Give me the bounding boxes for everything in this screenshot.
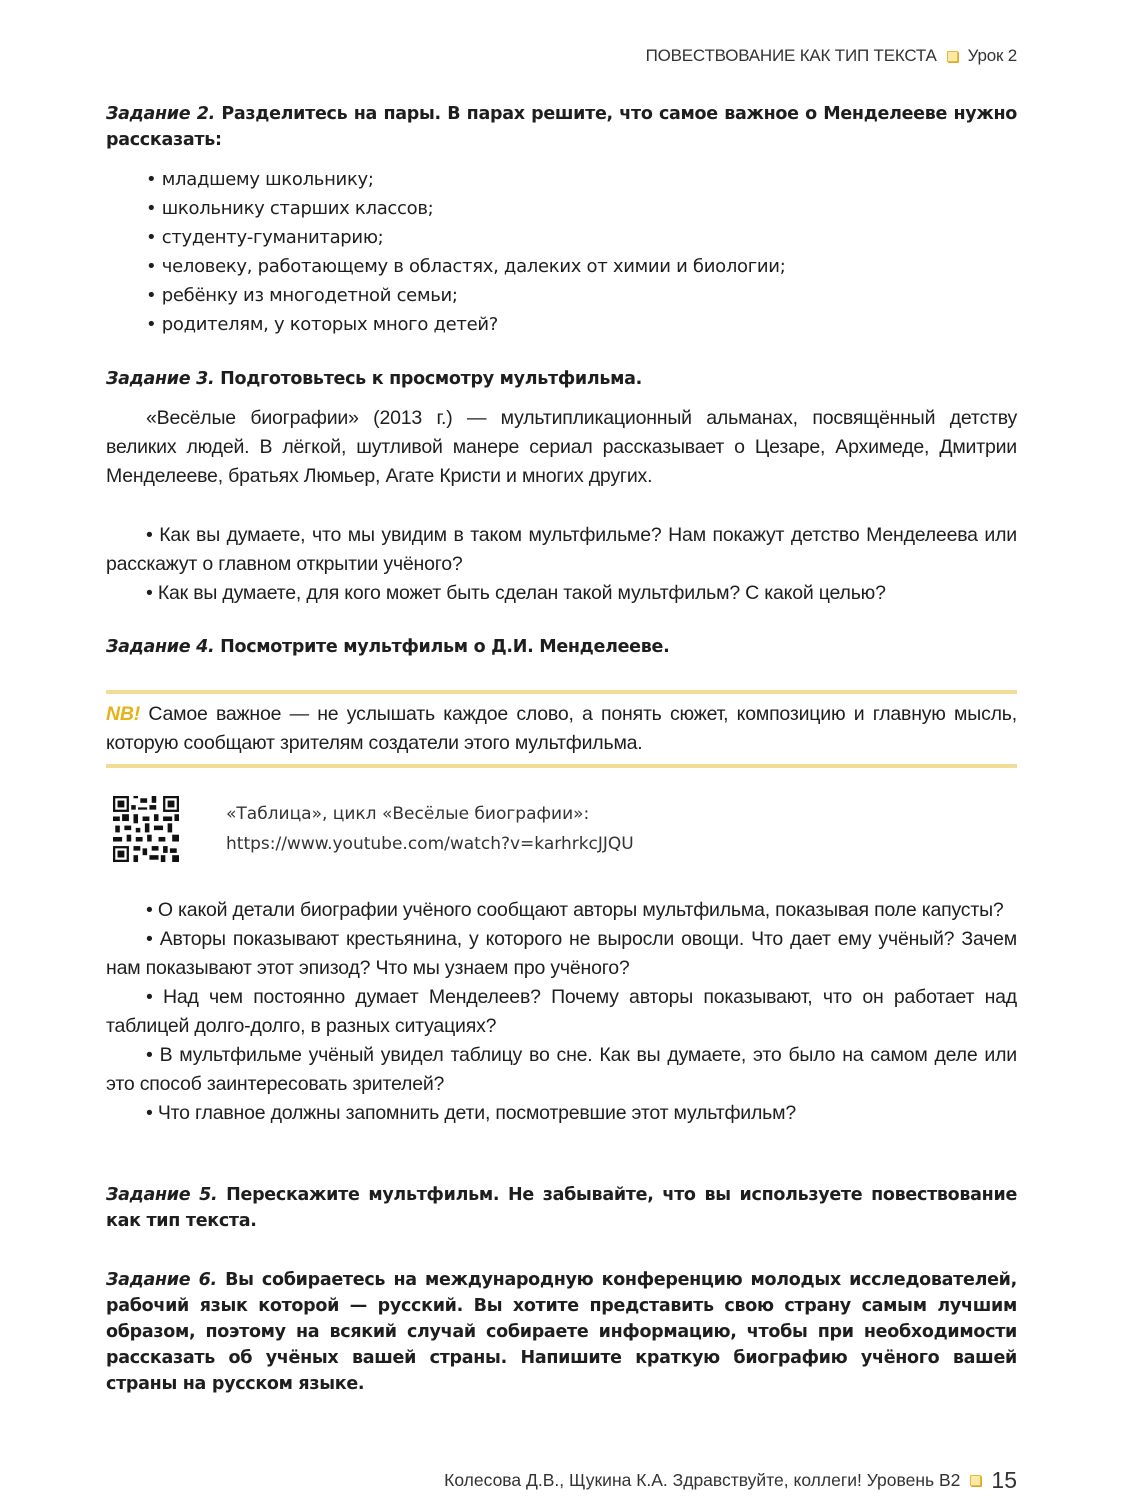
- question: • Как вы думаете, что мы увидим в таком мультфильме? Нам покажут детство Менделеева или расскажут о главном открытии учёного?: [106, 521, 1017, 579]
- intro-paragraph: «Весёлые биографии» (2013 г.) — мультипликационный альманах, посвящённый детству великих людей. В лёгкой, шутливой манере сериал рассказывает о Цезаре, Архимеде, Дмитрии Менделееве, братьях Люмьер, Агате Кристи и многих других.: [106, 407, 1017, 487]
- task-3-heading: [106, 366, 1017, 392]
- task-text: Перескажите мультфильм. Не забывайте, что вы используете повествование как тип текста.: [106, 1185, 1018, 1231]
- question: • Как вы думаете, для кого может быть сделан такой мультфильм? С какой целью?: [106, 579, 1017, 608]
- question: • О какой детали биографии учёного сообщают авторы мультфильма, показывая поле капусты?: [106, 896, 1017, 925]
- square-bullet-icon: [970, 1475, 981, 1486]
- lesson-label: Урок 2: [967, 46, 1017, 65]
- square-bullet-icon: [947, 51, 958, 62]
- viewing-questions: [106, 896, 1017, 1128]
- task-label: Задание 6.: [106, 1270, 217, 1290]
- page-number: 15: [991, 1467, 1017, 1493]
- task-label: Задание 5.: [106, 1185, 218, 1205]
- prep-questions: [106, 521, 1017, 608]
- video-link[interactable]: https://www.youtube.com/watch?v=karhrkcJJQU: [226, 834, 634, 854]
- list-item: • студенту-гуманитарию;: [146, 223, 1057, 252]
- task-label: Задание 3.: [106, 369, 215, 389]
- qr-code-icon: [113, 796, 179, 862]
- video-reference: [226, 799, 634, 859]
- nb-callout: [106, 690, 1017, 768]
- video-title: «Таблица», цикл «Весёлые биографии»:: [226, 804, 590, 824]
- book-citation: Колесова Д.В., Щукина К.А. Здравствуйте, коллеги! Уровень В2: [444, 1470, 961, 1490]
- list-item: • школьнику старших классов;: [146, 194, 1057, 223]
- task-text: Разделитесь на пары. В парах решите, что самое важное о Менделееве нужно рассказать:: [106, 104, 1018, 150]
- page-footer: [444, 1467, 1017, 1494]
- task-5-heading: [106, 1182, 1017, 1234]
- question: • Авторы показывают крестьянина, у которого не выросли овощи. Что дает ему учёный? Зачем нам показывают этот эпизод? Что мы узнаем про учёного?: [106, 925, 1017, 983]
- task-2-heading: [106, 101, 1017, 153]
- task-4-heading: [106, 634, 1017, 660]
- task-label: Задание 2.: [106, 104, 215, 124]
- running-header: [646, 46, 1017, 66]
- list-item: • ребёнку из многодетной семьи;: [146, 281, 1057, 310]
- list-item: • родителям, у которых много детей?: [146, 310, 1057, 339]
- question: • Над чем постоянно думает Менделеев? Почему авторы показывают, что он работает над таблицей долго-долго, в разных ситуациях?: [106, 983, 1017, 1041]
- nb-label: NB!: [106, 703, 141, 725]
- question: • В мультфильме учёный увидел таблицу во сне. Как вы думаете, это было на самом деле или это способ заинтересовать зрителей?: [106, 1041, 1017, 1099]
- list-item: • младшему школьнику;: [146, 165, 1057, 194]
- task-text: Подготовьтесь к просмотру мультфильма.: [220, 369, 643, 389]
- nb-text: Самое важное — не услышать каждое слово, а понять сюжет, композицию и главную мысль, которую сообщают зрителям создатели этого мультфильма.: [106, 703, 1017, 754]
- task-text: Вы собираетесь на международную конференцию молодых исследователей, рабочий язык которой — русский. Вы хотите представить свою страну самым лучшим образом, поэтому на всякий случай собираете информацию, чтобы при необходимости рассказать об учёных вашей страны. Напишите краткую биографию учёного вашей страны на русском языке.: [106, 1270, 1017, 1394]
- task-6-heading: [106, 1267, 1017, 1397]
- task-text: Посмотрите мультфильм о Д.И. Менделееве.: [220, 637, 670, 657]
- section-title: ПОВЕСТВОВАНИЕ КАК ТИП ТЕКСТА: [645, 46, 937, 65]
- question: • Что главное должны запомнить дети, посмотревшие этот мультфильм?: [106, 1099, 1017, 1128]
- task-label: Задание 4.: [106, 637, 215, 657]
- list-item: • человеку, работающему в областях, далеких от химии и биологии;: [146, 252, 1057, 281]
- audience-list: [106, 165, 1057, 339]
